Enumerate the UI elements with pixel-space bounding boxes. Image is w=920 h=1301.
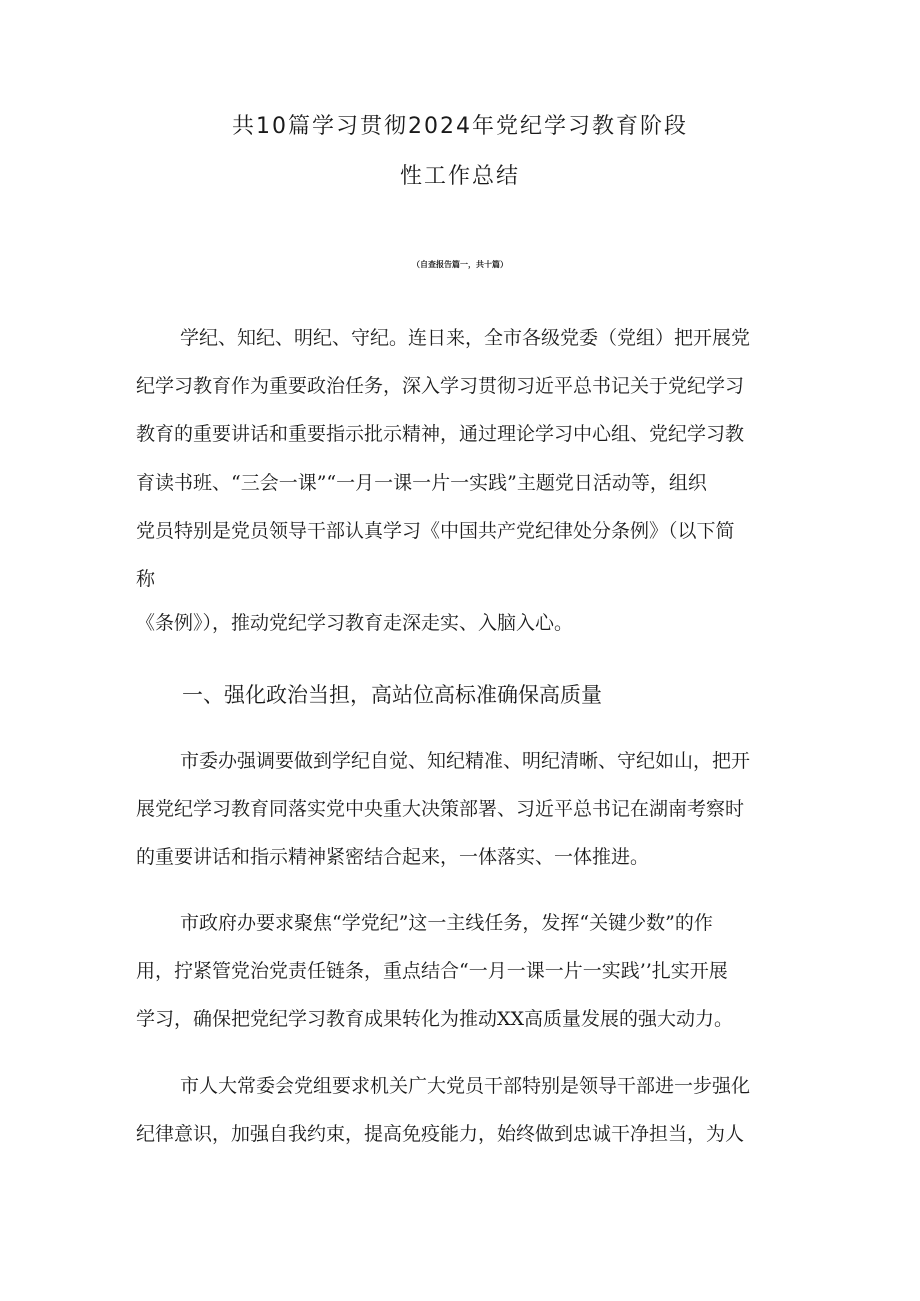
document-subtitle: （自查报告篇一，共十篇） — [412, 260, 508, 269]
paragraph-3-line: 纪律意识，加强自我约束，提高免疫能力，始终做到忠诚干净担当，为人 — [136, 1123, 745, 1145]
paragraph-1-line: 市委办强调要做到学纪自觉、知纪精准、明纪清晰、守纪如山，把开 — [180, 750, 751, 772]
intro-line: 《条例》），推动党纪学习教育走深走实、入脑入心。 — [136, 612, 574, 634]
paragraph-2-line: 用，拧紧管党治党责任链条，重点结合“一月一课一片一实践’’扎实开展 — [136, 960, 728, 982]
intro-line: 纪学习教育作为重要政治任务，深入学习贯彻习近平总书记关于党纪学习 — [136, 375, 745, 397]
paragraph-2-line: 市政府办要求聚焦“学党纪”这一主线任务，发挥“关键少数”的作 — [180, 912, 713, 934]
paragraph-3-line: 市人大常委会党组要求机关广大党员干部特别是领导干部进一步强化 — [180, 1075, 751, 1097]
paragraph-1-line: 的重要讲话和指示精神紧密结合起来，一体落实、一体推进。 — [136, 846, 650, 868]
intro-line: 教育的重要讲话和重要指示批示精神，通过理论学习中心组、党纪学习教 — [136, 423, 745, 445]
document-title-line-2: 性工作总结 — [399, 164, 520, 189]
intro-line: 育读书班、“三会一课”“一月一课一片一实践”主题党日活动等，组织 — [136, 472, 707, 494]
document-title-line-1: 共10篇学习贯彻2024年党纪学习教育阶段 — [232, 114, 688, 139]
intro-line: 学纪、知纪、明纪、守纪。连日来，全市各级党委（党组）把开展党 — [180, 327, 751, 349]
paragraph-1-line: 展党纪学习教育同落实党中央重大决策部署、习近平总书记在湖南考察时 — [136, 798, 745, 820]
intro-line: 称 — [136, 568, 156, 590]
paragraph-2-line: 学习，确保把党纪学习教育成果转化为推动XX高质量发展的强大动力。 — [136, 1008, 734, 1030]
intro-line: 党员特别是党员领导干部认真学习《中国共产党纪律处分条例》（以下简 — [136, 520, 735, 542]
section-heading: 一、强化政治当担，高站位高标准确保高质量 — [182, 683, 602, 707]
